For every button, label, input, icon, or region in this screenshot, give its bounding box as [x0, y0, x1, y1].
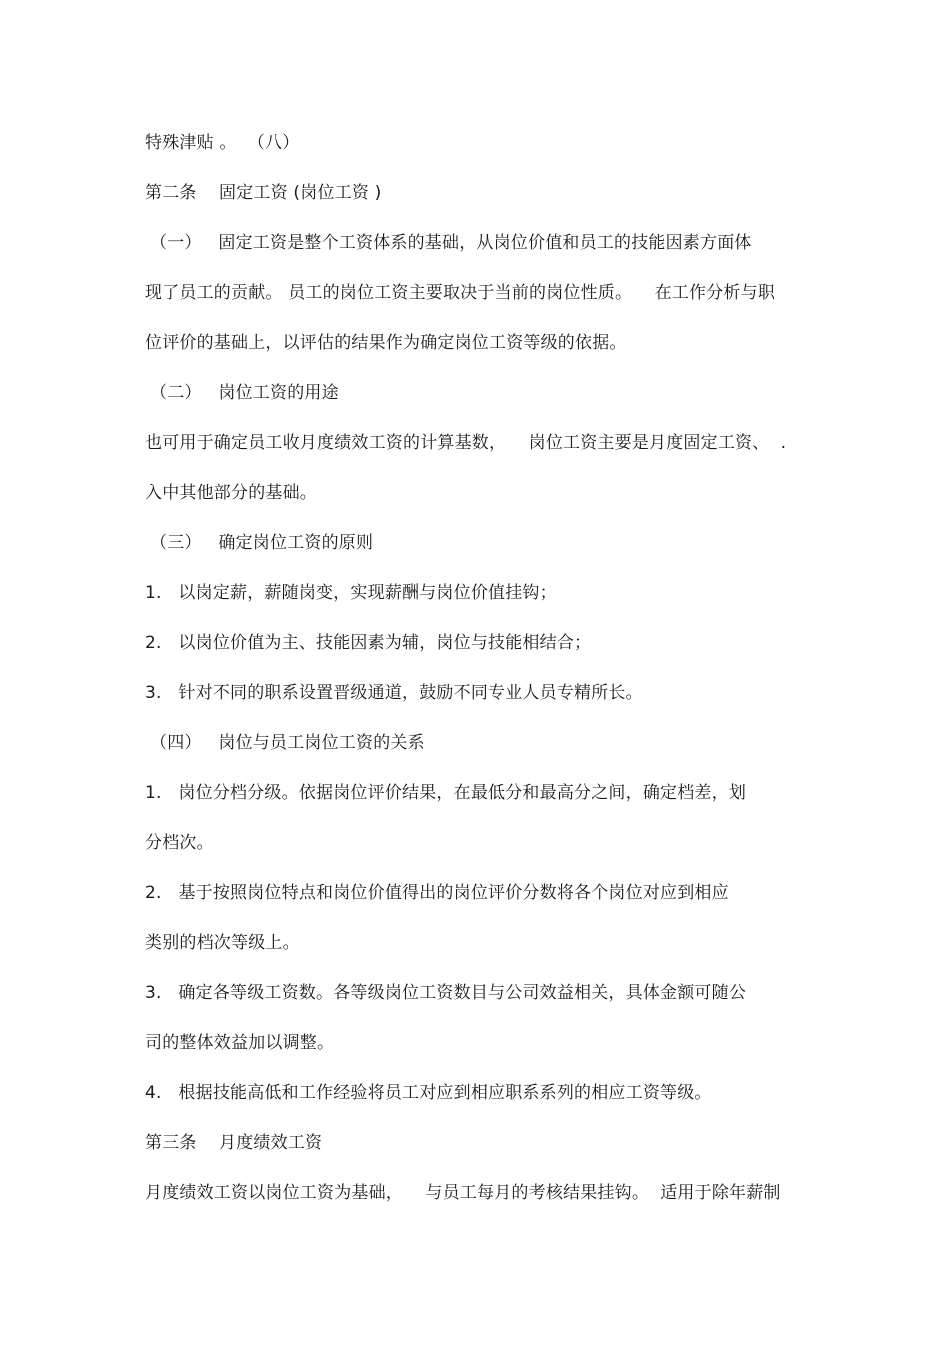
list-item: 1. 以岗定薪，薪随岗变，实现薪酬与岗位价值挂钩；: [145, 583, 557, 603]
text-line: （一） 固定工资是整个工资体系的基础，从岗位价值和员工的技能因素方面体: [150, 233, 752, 253]
list-item: 2. 基于按照岗位特点和岗位价值得出的岗位评价分数将各个岗位对应到相应: [145, 883, 729, 903]
text-line: 也可用于确定员工收月度绩效工资的计算基数， 岗位工资主要是月度固定工资、 .: [145, 433, 787, 453]
text-line: 现了员工的贡献。 员工的岗位工资主要取决于当前的岗位性质。 在工作分析与职: [145, 283, 776, 303]
text-line: 司的整体效益加以调整。: [145, 1033, 335, 1053]
subsection-heading: （四） 岗位与员工岗位工资的关系: [150, 733, 425, 753]
list-item: 3. 针对不同的职系设置晋级通道，鼓励不同专业人员专精所长。: [145, 683, 643, 703]
text-line: 月度绩效工资以岗位工资为基础， 与员工每月的考核结果挂钩。 适用于除年薪制: [145, 1183, 781, 1203]
subsection-heading: （二） 岗位工资的用途: [150, 383, 339, 403]
subsection-heading: （三） 确定岗位工资的原则: [150, 533, 374, 553]
text-line: 类别的档次等级上。: [145, 933, 300, 953]
text-line: 特殊津贴 。 （八）: [145, 133, 300, 153]
list-item: 1. 岗位分档分级。依据岗位评价结果，在最低分和最高分之间，确定档差，划: [145, 783, 747, 803]
list-item: 4. 根据技能高低和工作经验将员工对应到相应职系系列的相应工资等级。: [145, 1083, 712, 1103]
section-heading: 第二条 固定工资 (岗位工资 ): [145, 183, 382, 203]
list-item: 3. 确定各等级工资数。各等级岗位工资数目与公司效益相关，具体金额可随公: [145, 983, 747, 1003]
text-line: 分档次。: [145, 833, 214, 853]
text-line: 入中其他部分的基础。: [145, 483, 317, 503]
text-line: 位评价的基础上，以评估的结果作为确定岗位工资等级的依据。: [145, 333, 627, 353]
section-heading: 第三条 月度绩效工资: [145, 1133, 323, 1153]
list-item: 2. 以岗位价值为主、技能因素为辅，岗位与技能相结合；: [145, 633, 592, 653]
